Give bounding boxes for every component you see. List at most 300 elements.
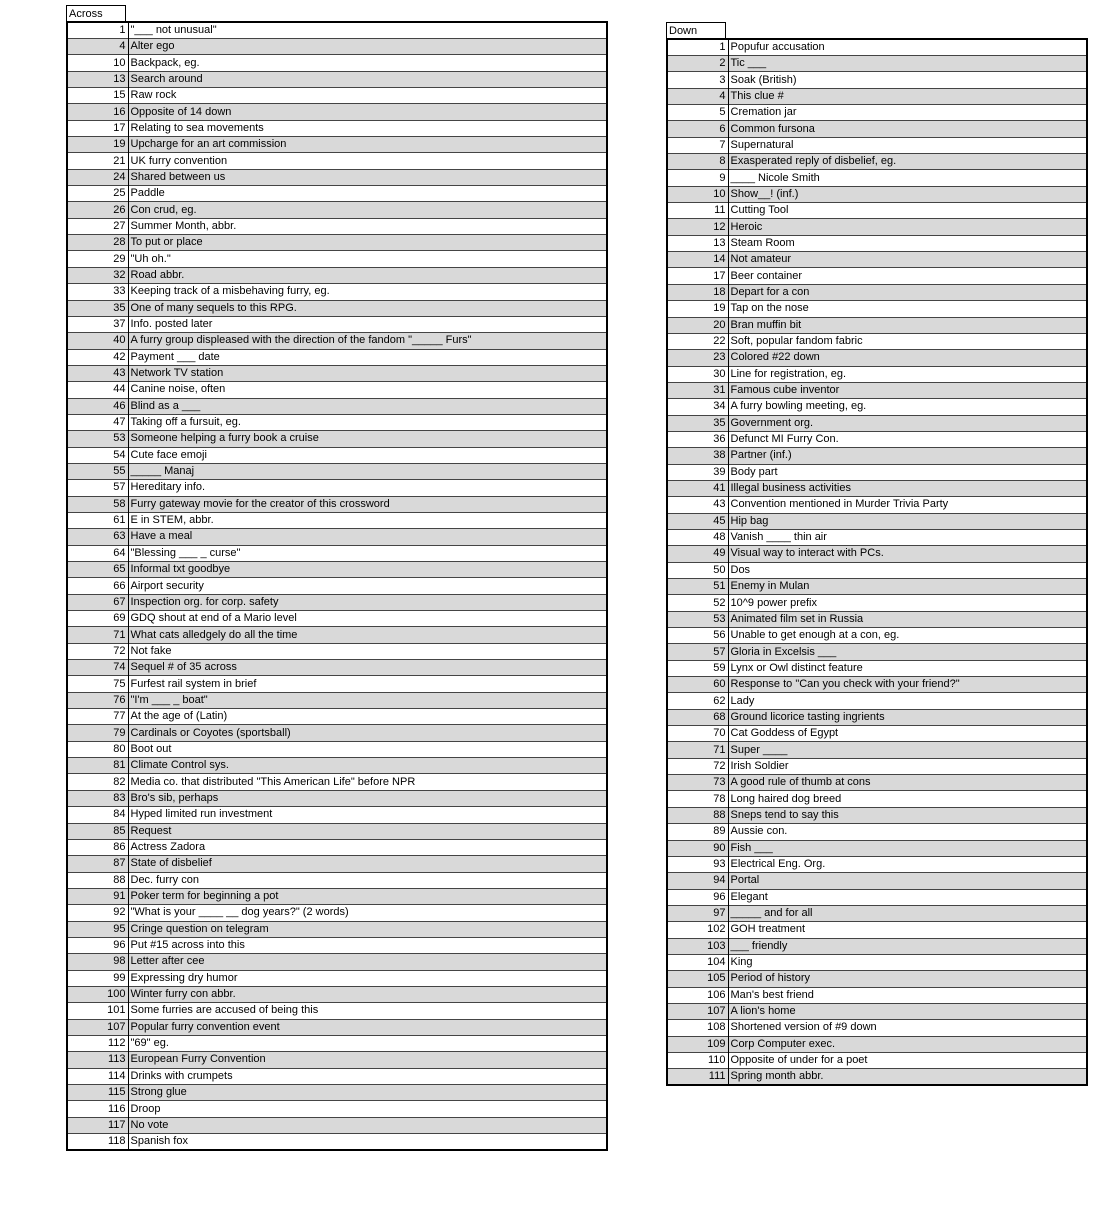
clue-text: Bran muffin bit — [728, 317, 1087, 333]
clue-text: Heroic — [728, 219, 1087, 235]
clue-text: Some furries are accused of being this — [128, 1003, 607, 1019]
clue-row — [667, 660, 1087, 676]
clue-row — [67, 823, 607, 839]
clue-text: Animated film set in Russia — [728, 611, 1087, 627]
clue-row — [667, 105, 1087, 121]
clue-row — [67, 578, 607, 594]
clue-row — [67, 284, 607, 300]
clue-text: Inspection org. for corp. safety — [128, 594, 607, 610]
clue-number: 104 — [667, 954, 728, 970]
clue-number: 87 — [67, 856, 128, 872]
clue-number: 32 — [67, 267, 128, 283]
clue-text: Info. posted later — [128, 316, 607, 332]
clue-number: 59 — [667, 660, 728, 676]
clue-number: 57 — [667, 644, 728, 660]
clue-number: 11 — [667, 203, 728, 219]
clue-row — [667, 579, 1087, 595]
clue-row — [67, 774, 607, 790]
clue-number: 65 — [67, 562, 128, 578]
clue-number: 43 — [667, 497, 728, 513]
clue-number: 74 — [67, 660, 128, 676]
clue-text: Not amateur — [728, 252, 1087, 268]
clue-text: A furry group displeased with the direction of the fandom "_____ Furs" — [128, 333, 607, 349]
clue-number: 24 — [67, 169, 128, 185]
clue-number: 36 — [667, 431, 728, 447]
clue-number: 109 — [667, 1036, 728, 1052]
clue-text: Soft, popular fandom fabric — [728, 333, 1087, 349]
clue-text: Furfest rail system in brief — [128, 676, 607, 692]
clue-text: Poker term for beginning a pot — [128, 888, 607, 904]
clue-number: 66 — [67, 578, 128, 594]
clue-number: 40 — [67, 333, 128, 349]
clue-number: 76 — [67, 692, 128, 708]
clue-row — [67, 1035, 607, 1051]
clue-number: 58 — [67, 496, 128, 512]
clue-row — [67, 218, 607, 234]
clue-text: Fish ___ — [728, 840, 1087, 856]
clue-row — [667, 562, 1087, 578]
clue-row — [67, 725, 607, 741]
clue-number: 49 — [667, 546, 728, 562]
clue-text: Expressing dry humor — [128, 970, 607, 986]
clue-row — [667, 154, 1087, 170]
clue-row — [67, 496, 607, 512]
clue-number: 52 — [667, 595, 728, 611]
clue-row — [667, 301, 1087, 317]
clue-text: Beer container — [728, 268, 1087, 284]
clue-number: 103 — [667, 938, 728, 954]
clue-number: 117 — [67, 1117, 128, 1133]
clue-text: Long haired dog breed — [728, 791, 1087, 807]
clue-row — [667, 873, 1087, 889]
clue-number: 81 — [67, 758, 128, 774]
clue-text: A good rule of thumb at cons — [728, 775, 1087, 791]
clue-number: 9 — [667, 170, 728, 186]
clue-row — [67, 463, 607, 479]
clue-number: 84 — [67, 807, 128, 823]
clue-text: Gloria in Excelsis ___ — [728, 644, 1087, 660]
clue-row — [667, 1003, 1087, 1019]
clue-number: 105 — [667, 971, 728, 987]
clue-row — [667, 905, 1087, 921]
clue-row — [667, 121, 1087, 137]
clue-number: 100 — [67, 986, 128, 1002]
clue-text: Informal txt goodbye — [128, 562, 607, 578]
clue-row — [667, 546, 1087, 562]
clue-text: Line for registration, eg. — [728, 366, 1087, 382]
clue-text: "69" eg. — [128, 1035, 607, 1051]
clue-row — [67, 169, 607, 185]
clue-row — [67, 611, 607, 627]
clue-row — [667, 987, 1087, 1003]
clue-number: 51 — [667, 579, 728, 595]
clue-text: Defunct MI Furry Con. — [728, 431, 1087, 447]
down-clue-panel — [666, 22, 1088, 1086]
clue-number: 80 — [67, 741, 128, 757]
clue-row — [67, 55, 607, 71]
clue-number: 118 — [67, 1134, 128, 1151]
clue-row — [67, 594, 607, 610]
clue-row — [67, 104, 607, 120]
clue-row — [67, 153, 607, 169]
clue-row — [667, 219, 1087, 235]
clue-text: Have a meal — [128, 529, 607, 545]
clue-row — [667, 726, 1087, 742]
clue-number: 26 — [67, 202, 128, 218]
clue-row — [67, 692, 607, 708]
clue-text: Cremation jar — [728, 105, 1087, 121]
clue-number: 99 — [67, 970, 128, 986]
clue-text: Network TV station — [128, 365, 607, 381]
clue-row — [667, 529, 1087, 545]
clue-text: Upcharge for an art commission — [128, 137, 607, 153]
clue-number: 4 — [667, 88, 728, 104]
clue-row — [667, 88, 1087, 104]
clue-number: 30 — [667, 366, 728, 382]
clue-row — [67, 431, 607, 447]
clue-text: Irish Soldier — [728, 758, 1087, 774]
clue-number: 64 — [67, 545, 128, 561]
clue-text: Cardinals or Coyotes (sportsball) — [128, 725, 607, 741]
clue-row — [667, 856, 1087, 872]
clue-number: 16 — [67, 104, 128, 120]
clue-row — [67, 807, 607, 823]
clue-text: Not fake — [128, 643, 607, 659]
clue-row — [667, 333, 1087, 349]
clue-text: King — [728, 954, 1087, 970]
clue-number: 107 — [667, 1003, 728, 1019]
clue-text: Search around — [128, 71, 607, 87]
clue-row — [667, 644, 1087, 660]
clue-row — [667, 954, 1087, 970]
clue-number: 27 — [67, 218, 128, 234]
clue-text: At the age of (Latin) — [128, 709, 607, 725]
clue-text: Popufur accusation — [728, 39, 1087, 56]
clue-row — [67, 839, 607, 855]
clue-row — [67, 1117, 607, 1133]
clue-text: Hyped limited run investment — [128, 807, 607, 823]
across-clue-table — [66, 21, 608, 1151]
clue-row — [667, 399, 1087, 415]
clue-row — [67, 888, 607, 904]
clue-row — [67, 921, 607, 937]
clue-number: 61 — [67, 512, 128, 528]
clue-row — [667, 382, 1087, 398]
clue-text: ____ Nicole Smith — [728, 170, 1087, 186]
clue-text: Shortened version of #9 down — [728, 1020, 1087, 1036]
clue-number: 95 — [67, 921, 128, 937]
clue-text: No vote — [128, 1117, 607, 1133]
clue-number: 56 — [667, 628, 728, 644]
clue-row — [67, 22, 607, 39]
clue-row — [667, 1069, 1087, 1086]
clue-text: "Uh oh." — [128, 251, 607, 267]
clue-text: "I'm ___ _ boat" — [128, 692, 607, 708]
clue-text: Famous cube inventor — [728, 382, 1087, 398]
clue-row — [67, 758, 607, 774]
clue-number: 53 — [667, 611, 728, 627]
clue-text: Period of history — [728, 971, 1087, 987]
clue-number: 79 — [67, 725, 128, 741]
clue-number: 54 — [67, 447, 128, 463]
clue-number: 96 — [667, 889, 728, 905]
clue-number: 4 — [67, 39, 128, 55]
clue-text: Popular furry convention event — [128, 1019, 607, 1035]
clue-row — [67, 970, 607, 986]
clue-number: 73 — [667, 775, 728, 791]
clue-row — [667, 235, 1087, 251]
clue-row — [667, 742, 1087, 758]
clue-text: _____ Manaj — [128, 463, 607, 479]
clue-row — [667, 824, 1087, 840]
clue-text: "Blessing ___ _ curse" — [128, 545, 607, 561]
clue-text: Blind as a ___ — [128, 398, 607, 414]
clue-row — [67, 1134, 607, 1151]
clue-text: Lady — [728, 693, 1087, 709]
clue-text: Visual way to interact with PCs. — [728, 546, 1087, 562]
clue-number: 70 — [667, 726, 728, 742]
clue-text: Soak (British) — [728, 72, 1087, 88]
clue-row — [67, 937, 607, 953]
clue-row — [67, 1052, 607, 1068]
clue-text: Bro's sib, perhaps — [128, 790, 607, 806]
clue-row — [667, 922, 1087, 938]
clue-text: Ground licorice tasting ingrients — [728, 709, 1087, 725]
clue-number: 114 — [67, 1068, 128, 1084]
clue-number: 101 — [67, 1003, 128, 1019]
clue-number: 63 — [67, 529, 128, 545]
clue-text: Colored #22 down — [728, 350, 1087, 366]
clue-number: 111 — [667, 1069, 728, 1086]
clue-number: 13 — [667, 235, 728, 251]
clue-number: 116 — [67, 1101, 128, 1117]
clue-text: Someone helping a furry book a cruise — [128, 431, 607, 447]
clue-row — [667, 448, 1087, 464]
clue-text: Hereditary info. — [128, 480, 607, 496]
clue-row — [67, 186, 607, 202]
clue-text: Common fursona — [728, 121, 1087, 137]
clue-row — [67, 447, 607, 463]
clue-text: Media co. that distributed "This American Life" before NPR — [128, 774, 607, 790]
clue-number: 8 — [667, 154, 728, 170]
clue-number: 94 — [667, 873, 728, 889]
clue-number: 41 — [667, 480, 728, 496]
clue-number: 77 — [67, 709, 128, 725]
clue-text: Furry gateway movie for the creator of this crossword — [128, 496, 607, 512]
clue-row — [67, 562, 607, 578]
clue-number: 31 — [667, 382, 728, 398]
clue-row — [667, 971, 1087, 987]
clue-row — [67, 529, 607, 545]
clue-number: 37 — [67, 316, 128, 332]
clue-row — [67, 398, 607, 414]
clue-number: 17 — [67, 120, 128, 136]
clue-text: Response to "Can you check with your friend?" — [728, 677, 1087, 693]
clue-row — [667, 480, 1087, 496]
clue-text: Show__! (inf.) — [728, 186, 1087, 202]
clue-row — [667, 350, 1087, 366]
clue-text: UK furry convention — [128, 153, 607, 169]
clue-number: 22 — [667, 333, 728, 349]
clue-text: Tap on the nose — [728, 301, 1087, 317]
clue-number: 15 — [67, 88, 128, 104]
clue-row — [667, 39, 1087, 56]
clue-text: Droop — [128, 1101, 607, 1117]
clue-text: Vanish ____ thin air — [728, 529, 1087, 545]
clue-row — [667, 317, 1087, 333]
clue-number: 46 — [67, 398, 128, 414]
clue-text: Alter ego — [128, 39, 607, 55]
clue-text: Illegal business activities — [728, 480, 1087, 496]
clue-number: 90 — [667, 840, 728, 856]
clue-number: 17 — [667, 268, 728, 284]
clue-text: Shared between us — [128, 169, 607, 185]
clue-row — [67, 235, 607, 251]
clue-row — [67, 545, 607, 561]
clue-number: 93 — [667, 856, 728, 872]
clue-text: A lion's home — [728, 1003, 1087, 1019]
clue-row — [667, 366, 1087, 382]
clue-row — [67, 790, 607, 806]
clue-number: 10 — [67, 55, 128, 71]
clue-row — [667, 252, 1087, 268]
clue-text: Letter after cee — [128, 954, 607, 970]
clue-number: 35 — [67, 300, 128, 316]
clue-row — [667, 137, 1087, 153]
clue-number: 86 — [67, 839, 128, 855]
clue-number: 1 — [67, 22, 128, 39]
clue-row — [667, 889, 1087, 905]
clue-number: 112 — [67, 1035, 128, 1051]
clue-text: Strong glue — [128, 1085, 607, 1101]
clue-text: Boot out — [128, 741, 607, 757]
clue-number: 18 — [667, 284, 728, 300]
clue-text: Spring month abbr. — [728, 1069, 1087, 1086]
clue-number: 68 — [667, 709, 728, 725]
down-header: Down — [666, 22, 726, 38]
clue-number: 113 — [67, 1052, 128, 1068]
clue-row — [67, 316, 607, 332]
clue-row — [67, 512, 607, 528]
clue-number: 55 — [67, 463, 128, 479]
clue-text: "What is your ____ __ dog years?" (2 words) — [128, 905, 607, 921]
clue-row — [67, 88, 607, 104]
clue-row — [667, 677, 1087, 693]
clue-number: 1 — [667, 39, 728, 56]
clue-number: 97 — [667, 905, 728, 921]
clue-row — [667, 268, 1087, 284]
clue-text: Elegant — [728, 889, 1087, 905]
clue-text: One of many sequels to this RPG. — [128, 300, 607, 316]
clue-row — [67, 267, 607, 283]
clue-number: 75 — [67, 676, 128, 692]
clue-number: 98 — [67, 954, 128, 970]
clue-row — [667, 1020, 1087, 1036]
clue-text: Taking off a fursuit, eg. — [128, 414, 607, 430]
clue-row — [67, 986, 607, 1002]
clue-number: 45 — [667, 513, 728, 529]
clue-number: 102 — [667, 922, 728, 938]
clue-row — [667, 415, 1087, 431]
clue-text: Sequel # of 35 across — [128, 660, 607, 676]
clue-number: 67 — [67, 594, 128, 610]
clue-text: Canine noise, often — [128, 382, 607, 398]
clue-number: 29 — [67, 251, 128, 267]
clue-row — [67, 856, 607, 872]
clue-row — [67, 300, 607, 316]
clue-text: ___ friendly — [728, 938, 1087, 954]
clue-text: To put or place — [128, 235, 607, 251]
clue-text: Hip bag — [728, 513, 1087, 529]
clue-row — [667, 628, 1087, 644]
clue-text: Opposite of 14 down — [128, 104, 607, 120]
clue-number: 6 — [667, 121, 728, 137]
clue-text: Convention mentioned in Murder Trivia Party — [728, 497, 1087, 513]
clue-row — [667, 513, 1087, 529]
clue-row — [67, 905, 607, 921]
clue-number: 115 — [67, 1085, 128, 1101]
clue-text: Keeping track of a misbehaving furry, eg. — [128, 284, 607, 300]
clue-number: 91 — [67, 888, 128, 904]
clue-text: GDQ shout at end of a Mario level — [128, 611, 607, 627]
clue-row — [67, 333, 607, 349]
clue-row — [667, 1052, 1087, 1068]
clue-text: Request — [128, 823, 607, 839]
clue-text: Spanish fox — [128, 1134, 607, 1151]
clue-text: Opposite of under for a poet — [728, 1052, 1087, 1068]
clue-text: Backpack, eg. — [128, 55, 607, 71]
clue-row — [667, 775, 1087, 791]
clue-text: Unable to get enough at a con, eg. — [728, 628, 1087, 644]
clue-row — [667, 611, 1087, 627]
clue-number: 85 — [67, 823, 128, 839]
clue-text: Relating to sea movements — [128, 120, 607, 136]
clue-text: Lynx or Owl distinct feature — [728, 660, 1087, 676]
clue-row — [667, 72, 1087, 88]
clue-row — [667, 840, 1087, 856]
clue-text: What cats alledgely do all the time — [128, 627, 607, 643]
clue-number: 69 — [67, 611, 128, 627]
clue-text: Road abbr. — [128, 267, 607, 283]
clue-row — [67, 251, 607, 267]
clue-number: 89 — [667, 824, 728, 840]
clue-text: Dec. furry con — [128, 872, 607, 888]
clue-row — [67, 954, 607, 970]
clue-number: 96 — [67, 937, 128, 953]
clue-number: 3 — [667, 72, 728, 88]
clue-number: 82 — [67, 774, 128, 790]
clue-text: Electrical Eng. Org. — [728, 856, 1087, 872]
clue-text: European Furry Convention — [128, 1052, 607, 1068]
clue-row — [67, 1085, 607, 1101]
clue-text: Exasperated reply of disbelief, eg. — [728, 154, 1087, 170]
clue-text: Climate Control sys. — [128, 758, 607, 774]
clue-number: 38 — [667, 448, 728, 464]
clue-text: Body part — [728, 464, 1087, 480]
clue-text: Dos — [728, 562, 1087, 578]
clue-row — [667, 709, 1087, 725]
clue-text: Aussie con. — [728, 824, 1087, 840]
clue-number: 35 — [667, 415, 728, 431]
clue-row — [67, 872, 607, 888]
clue-row — [67, 660, 607, 676]
clue-row — [67, 480, 607, 496]
clue-number: 34 — [667, 399, 728, 415]
clue-row — [67, 349, 607, 365]
clue-text: Super ____ — [728, 742, 1087, 758]
clue-number: 62 — [667, 693, 728, 709]
clue-number: 25 — [67, 186, 128, 202]
